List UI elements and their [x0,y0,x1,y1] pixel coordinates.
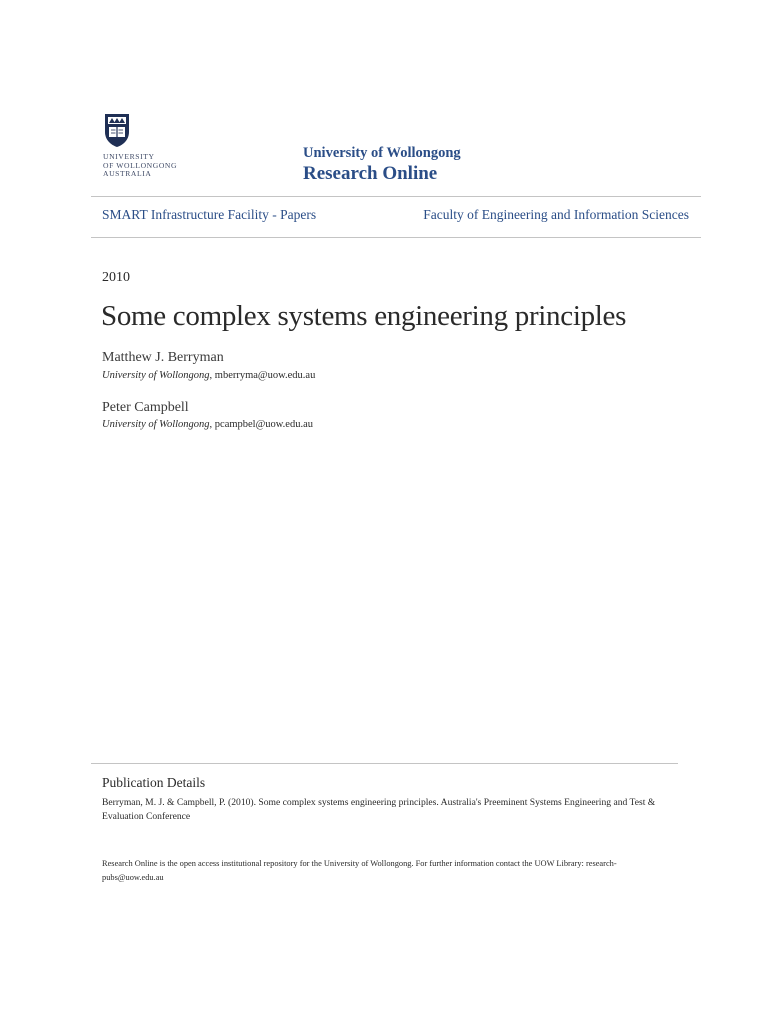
publication-divider [91,763,678,764]
author-name: Matthew J. Berryman [102,350,224,365]
author-institution: University of Wollongong [102,419,210,430]
publication-citation: Berryman, M. J. & Campbell, P. (2010). Some complex systems engineering principles. Australia's Preeminent Systems Engineering and Test & Evaluation Conference [102,797,656,822]
logo-line: UNIVERSITY [103,152,155,161]
publication-year: 2010 [102,270,130,285]
repository-org: University of Wollongong [303,145,461,161]
author-name: Peter Campbell [102,400,189,415]
author-email[interactable]: , pcampbel@uow.edu.au [209,419,313,430]
collection-link[interactable]: SMART Infrastructure Facility - Papers [102,207,317,222]
repository-name: Research Online [303,163,438,184]
top-divider [91,196,701,197]
author-email[interactable]: , mberryma@uow.edu.au [209,370,316,381]
university-crest-icon [103,112,131,148]
university-logo-text [103,153,177,179]
repository-footer-note: Research Online is the open access institutional repository for the University of Wollongong. For further information contact the UOW Library: research-pubs@uow.edu.au [102,859,617,882]
publication-details-heading: Publication Details [102,775,206,790]
author-institution: University of Wollongong [102,370,210,381]
paper-title: Some complex systems engineering principles [101,300,627,332]
author-affiliation [102,419,313,430]
series-divider [91,237,701,238]
logo-line: AUSTRALIA [103,169,152,179]
faculty-link[interactable]: Faculty of Engineering and Information Sciences [423,207,689,222]
logo-line: OF WOLLONGONG [103,160,178,170]
author-affiliation [102,370,315,381]
repository-branding[interactable] [303,145,461,186]
